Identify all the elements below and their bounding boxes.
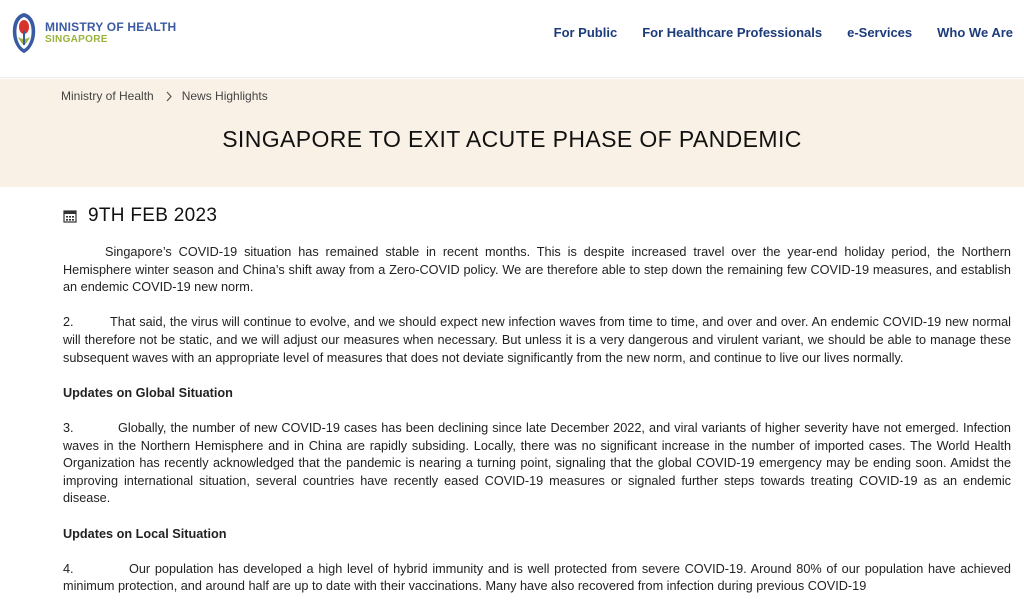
breadcrumb [61, 89, 268, 103]
paragraph-3 [63, 420, 1011, 508]
paragraph-2 [63, 314, 1011, 367]
moh-logo[interactable] [10, 11, 176, 55]
paragraph-4 [63, 561, 1011, 596]
section-heading-global: Updates on Global Situation [63, 385, 233, 400]
breadcrumb-home[interactable]: Ministry of Health [61, 89, 154, 103]
paragraph-number: 3. [63, 420, 74, 435]
nav-e-services[interactable]: e-Services [847, 25, 913, 40]
calendar-icon [63, 209, 77, 223]
site-header [0, 0, 1024, 78]
logo-subtitle: SINGAPORE [45, 34, 108, 45]
main-nav [529, 25, 1013, 40]
paragraph-text: Our population has developed a high level of hybrid immunity and is well protected from severe COVID-19. Around 80% of our population have achieved minimum protection, and around half are up to date with their vaccinations. Many have also recovered from infection during previous COVID-19 [63, 561, 1011, 594]
nav-who-we-are[interactable]: Who We Are [937, 25, 1013, 40]
nav-for-healthcare-professionals[interactable]: For Healthcare Professionals [642, 25, 823, 40]
breadcrumb-current[interactable]: News Highlights [181, 89, 268, 103]
section-heading-local: Updates on Local Situation [63, 526, 227, 541]
logo-title: MINISTRY OF HEALTH [45, 20, 177, 34]
article-date [63, 205, 1011, 227]
page-title: SINGAPORE TO EXIT ACUTE PHASE OF PANDEMIC [222, 126, 802, 152]
article-body [63, 205, 1011, 596]
moh-logo-icon [10, 11, 38, 55]
title-banner [0, 79, 1024, 187]
date-text: 9TH FEB 2023 [88, 205, 218, 226]
nav-for-public[interactable]: For Public [553, 25, 618, 40]
chevron-right-icon [165, 91, 173, 102]
paragraph-number: 2. [63, 315, 74, 330]
paragraph-text: Globally, the number of new COVID-19 cases has been declining since late December 2022, and viral variants of higher severity have not emerged. Infection waves in the Northern Hemisphere and in China are rapidly subsiding. Locally, there was no significant increase in the number of imported cases. The World Health Organization has recently acknowledged that the pandemic is nearing a turning point, signaling that the global COVID-19 emergency may be ending soon. Amidst the improving international situation, several countries have recently eased COVID-19 measures or signaled further steps towards treating COVID-19 as an endemic disease. [63, 420, 1011, 506]
paragraph-1: Singapore’s COVID-19 situation has remained stable in recent months. This is despite increased travel over the year-end holiday period, the Northern Hemisphere winter season and China’s shift away from a Zero-COVID policy. We are therefore able to step down the remaining few COVID-19 measures, and establish an endemic COVID-19 new norm. [63, 245, 1011, 295]
paragraph-text: That said, the virus will continue to evolve, and we should expect new infection waves from time to time, and over and over. An endemic COVID-19 new normal will therefore not be static, and we will adjust our measures when necessary. But unless it is a very dangerous and virulent variant, we should be able to manage these subsequent waves with an appropriate level of measures that does not deviate significantly from the new norm, and continue to live our lives normally. [63, 315, 1011, 365]
paragraph-number: 4. [63, 561, 74, 576]
